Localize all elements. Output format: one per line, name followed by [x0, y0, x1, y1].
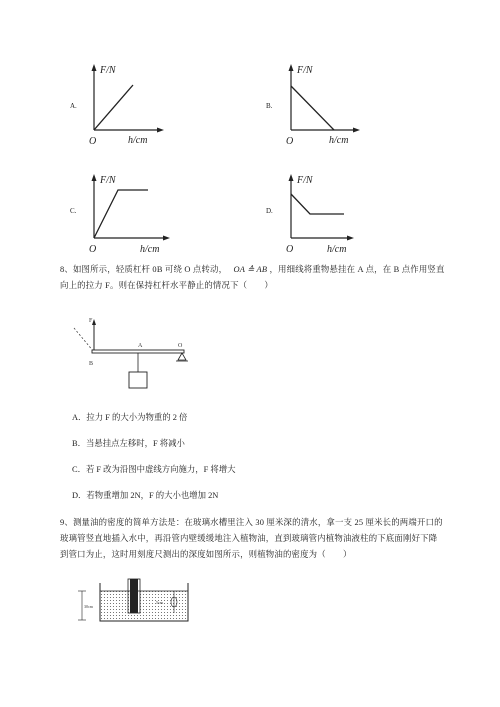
- q9-line1: 9、测量油的密度的简单方法是：在玻璃水槽里注入 30 厘米深的清水，拿一支 25 厘米长的两端开口的: [60, 518, 443, 527]
- x-axis-arrow: [353, 128, 360, 133]
- q9-tank-figure: [70, 575, 210, 625]
- tank-svg: [70, 575, 210, 625]
- origin-label: O: [89, 244, 97, 255]
- y-label: F/N: [100, 65, 116, 76]
- q8-choice-d: D．若物重增加 2N，F 的大小也增加 2N: [72, 491, 219, 500]
- x-axis-arrow: [157, 128, 164, 133]
- q9-line2: 玻璃管竖直地插入水中，再沿管内壁缓缓地注入植物油，直到玻璃管内植物油液柱的下底面刚好下降: [60, 534, 438, 543]
- q8-line2: 向上的拉力 F。则在保持杠杆水平静止的情况下（ ）: [60, 281, 273, 290]
- label-b: B: [89, 361, 94, 367]
- graph-option-a: [70, 58, 190, 158]
- q8-choice-c: C．若 F 改为沿图中虚线方向施力，F 将增大: [72, 465, 236, 474]
- x-label: h/cm: [128, 135, 148, 146]
- origin-label: O: [89, 136, 97, 147]
- graph-option-c: [70, 170, 190, 270]
- option-letter-a: A.: [70, 102, 77, 110]
- graph-c-svg: [70, 170, 190, 270]
- right-scale-label: 5cm: [156, 600, 163, 605]
- q9-line3: 到管口为止，这时用刻度尺测出的深度如图所示，则植物油的密度为（ ）: [60, 550, 352, 559]
- q8-line1: 8、如图所示，轻质杠杆 0B 可绕 O 点转动，: [60, 265, 228, 274]
- graph-option-d: [266, 170, 386, 270]
- x-label: h/cm: [329, 135, 349, 146]
- option-letter-d: D.: [266, 207, 273, 215]
- label-o: O: [178, 343, 183, 349]
- oil-tube: [130, 579, 138, 613]
- label-f: F: [89, 318, 93, 324]
- q8-lever-figure: [62, 310, 202, 400]
- x-label: h/cm: [327, 244, 347, 255]
- q9-stem: [60, 515, 490, 563]
- weight-box: [129, 372, 147, 388]
- y-label: F/N: [297, 175, 313, 186]
- lever-svg: [62, 310, 202, 400]
- lever-bar: [92, 350, 184, 353]
- q8-stem: [60, 262, 480, 294]
- q8-choice-a: A．拉力 F 的大小为物重的 2 倍: [72, 413, 188, 422]
- y-axis-arrow: [92, 174, 97, 181]
- y-axis-arrow: [92, 64, 97, 71]
- curve-line: [94, 85, 133, 130]
- option-letter-c: C.: [70, 207, 77, 215]
- graph-a-svg: [70, 58, 190, 158]
- y-label: F/N: [100, 175, 116, 186]
- x-axis-arrow: [163, 236, 170, 241]
- graph-d-svg: [266, 170, 386, 270]
- q8-line1-end: ，用细线将重物悬挂在 A 点，在 B 点作用竖直: [269, 265, 445, 274]
- q8-formula: OA ≙ AB: [233, 265, 268, 274]
- left-scale-label: 30cm: [84, 604, 93, 609]
- y-axis-arrow: [289, 64, 294, 71]
- force-arrow-head: [92, 319, 96, 325]
- option-letter-b: B.: [266, 102, 273, 110]
- curve-line: [94, 190, 148, 238]
- origin-label: O: [286, 244, 294, 255]
- y-label: F/N: [297, 65, 313, 76]
- graph-option-b: [266, 58, 386, 158]
- y-axis-arrow: [289, 174, 294, 181]
- q8-choice-b: B．当悬挂点左移时，F 将减小: [72, 439, 185, 448]
- pivot: [178, 353, 186, 360]
- label-a: A: [138, 343, 143, 349]
- x-label: h/cm: [140, 244, 160, 255]
- curve-line: [291, 194, 344, 214]
- dashed-force-line: [74, 328, 94, 352]
- origin-label: O: [286, 136, 294, 147]
- graph-b-svg: [266, 58, 386, 158]
- x-axis-arrow: [347, 236, 354, 241]
- curve-line: [291, 86, 334, 130]
